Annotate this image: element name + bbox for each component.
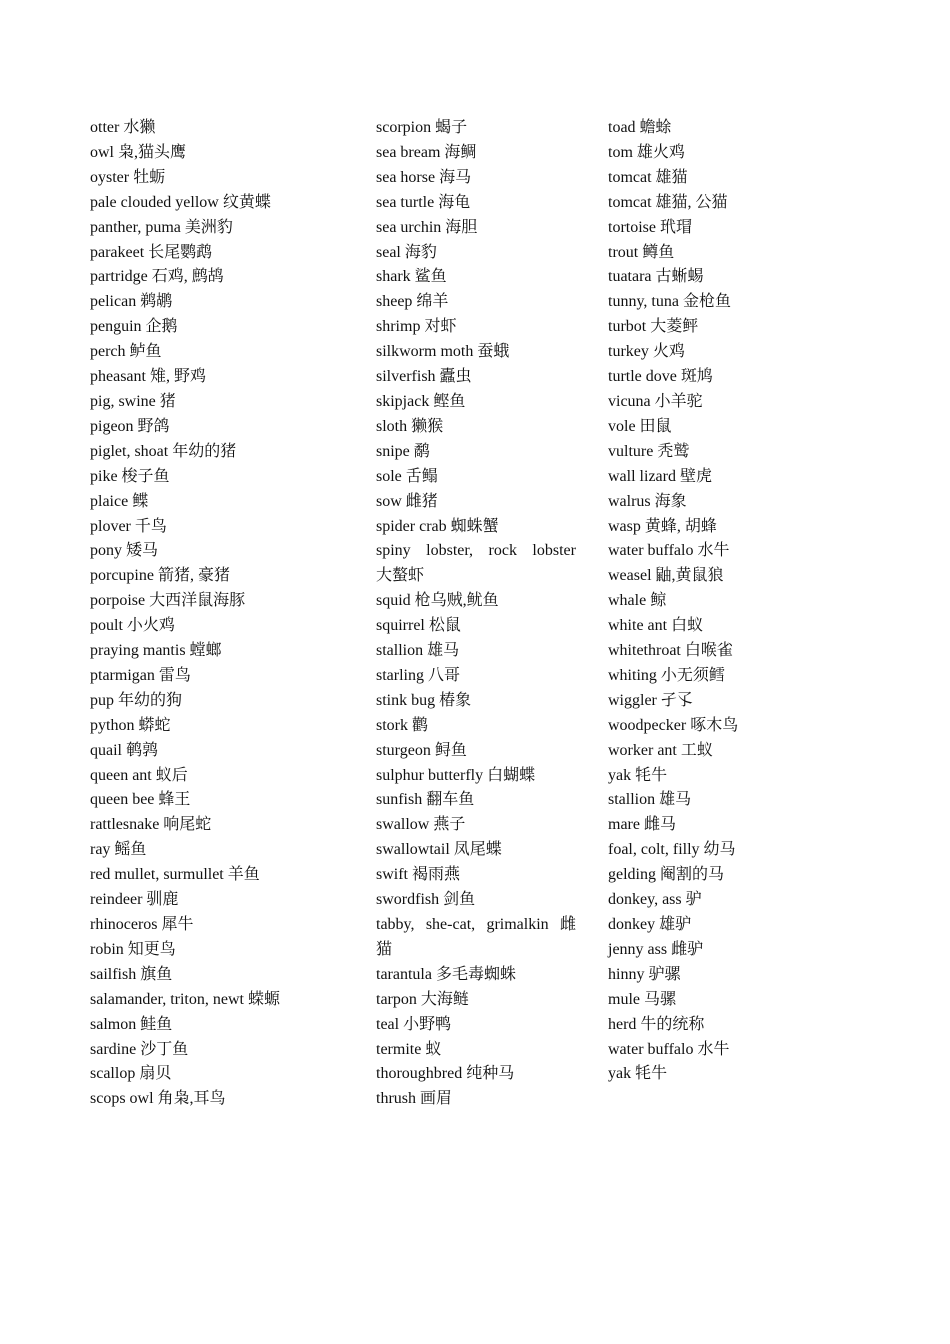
vocab-entry: pig, swine 猪	[90, 392, 176, 410]
vocab-entry: termite 蚁	[376, 1040, 442, 1058]
vocab-entry: reindeer 驯鹿	[90, 891, 179, 909]
vocab-entry: scops owl 角枭,耳鸟	[90, 1090, 226, 1108]
vocab-entry: worker ant 工蚁	[608, 741, 713, 759]
vocab-entry: quail 鹌鹑	[90, 741, 158, 759]
vocab-entry: white ant 白蚁	[608, 617, 704, 635]
vocab-entry: pelican 鹈鹕	[90, 293, 173, 311]
vocab-entry: whale 鲸	[608, 592, 667, 610]
vocab-entry: pony 矮马	[90, 542, 159, 560]
vocab-entry: queen ant 蚁后	[90, 766, 188, 784]
vocab-entry: turtle dove 斑鸠	[608, 368, 713, 386]
vocab-entry: tom 雄火鸡	[608, 143, 685, 161]
vocab-entry: stork 鹳	[376, 716, 429, 734]
vocab-entry: pike 梭子鱼	[90, 467, 170, 485]
vocab-entry: vicuna 小羊驼	[608, 392, 703, 410]
vocab-entry: donkey, ass 驴	[608, 891, 702, 909]
vocab-entry: tunny, tuna 金枪鱼	[608, 293, 731, 311]
vocab-entry: sea horse 海马	[376, 168, 472, 186]
vocab-entry: silkworm moth 蚕蛾	[376, 343, 510, 361]
vocab-entry: stallion 雄马	[608, 791, 692, 809]
vocab-entry: sheep 绵羊	[376, 293, 449, 311]
vocab-entry: sardine 沙丁鱼	[90, 1040, 189, 1058]
vocab-entry: turkey 火鸡	[608, 343, 685, 361]
vocab-entry: water buffalo 水牛	[608, 542, 730, 560]
vocab-column-2	[376, 116, 576, 1112]
vocab-entry: swift 褐雨燕	[376, 866, 461, 884]
vocab-entry: scorpion 蝎子	[376, 119, 468, 136]
vocab-entry: salmon 鲑鱼	[90, 1015, 173, 1033]
vocab-entry: thrush 画眉	[376, 1090, 453, 1108]
vocab-word: tabby,	[376, 916, 415, 933]
vocab-entry: ptarmigan 雷鸟	[90, 666, 191, 684]
vocab-entry: porpoise 大西洋鼠海豚	[90, 592, 246, 610]
vocab-entry: tuatara 古蜥蜴	[608, 268, 704, 286]
vocab-entry: starling 八哥	[376, 666, 460, 684]
vocab-entry: wasp 黄蜂, 胡蜂	[608, 517, 717, 535]
vocab-entry: sunfish 翻车鱼	[376, 791, 475, 809]
vocab-entry: donkey 雄驴	[608, 916, 692, 933]
vocab-entry: snipe 鹬	[376, 442, 430, 460]
vocab-column-1	[90, 116, 340, 1112]
vocab-entry: sea turtle 海龟	[376, 193, 471, 211]
vocab-entry: yak 牦牛	[608, 766, 668, 784]
vocab-entry: sailfish 旗鱼	[90, 965, 173, 983]
vocab-entry: oyster 牡蛎	[90, 168, 166, 186]
vocab-word: grimalkin	[486, 916, 549, 933]
vocab-entry: sea bream 海鲷	[376, 143, 477, 161]
vocab-entry: seal 海豹	[376, 243, 437, 261]
vocab-entry-line	[376, 539, 576, 564]
vocab-entry: tortoise 玳瑁	[608, 218, 692, 236]
vocab-entry: sulphur butterfly 白蝴蝶	[376, 766, 536, 784]
vocab-entry: swallow 燕子	[376, 816, 466, 834]
vocab-entry: tarantula 多毛毒蜘蛛	[376, 965, 516, 983]
vocab-entry: spider crab 蜘蛛蟹	[376, 517, 499, 535]
vocab-entry: swordfish 剑鱼	[376, 891, 476, 909]
vocab-entry: sloth 獭猴	[376, 417, 444, 435]
vocab-entry: turbot 大菱鲆	[608, 318, 699, 336]
vocab-entry: walrus 海象	[608, 492, 687, 510]
vocab-entry: trout 鳟鱼	[608, 243, 675, 261]
vocab-entry: parakeet 长尾鹦鹉	[90, 243, 213, 261]
vocab-entry: sea urchin 海胆	[376, 218, 478, 236]
vocab-entry: toad 蟾蜍	[608, 119, 672, 136]
vocab-entry: tarpon 大海鲢	[376, 990, 469, 1008]
vocab-word: she-cat,	[425, 916, 476, 933]
vocab-entry-continuation: 大螯虾	[376, 567, 425, 585]
vocab-entry: otter 水獭	[90, 119, 156, 136]
vocab-word: lobster,	[426, 542, 474, 560]
vocab-entry: squid 枪乌贼,鱿鱼	[376, 592, 499, 610]
vocab-entry: sole 舌鳎	[376, 467, 438, 485]
vocab-entry-line	[376, 913, 576, 938]
vocab-entry: porcupine 箭猪, 豪猪	[90, 567, 230, 585]
vocab-entry: piglet, shoat 年幼的猪	[90, 442, 237, 460]
vocab-entry: foal, colt, filly 幼马	[608, 841, 736, 859]
vocab-entry: gelding 阉割的马	[608, 866, 724, 884]
vocab-entry: vulture 秃鹫	[608, 442, 690, 460]
vocab-entry: owl 枭,猫头鹰	[90, 143, 187, 161]
vocab-entry: vole 田鼠	[608, 417, 672, 435]
vocab-entry: praying mantis 螳螂	[90, 642, 222, 660]
vocab-entry: stallion 雄马	[376, 642, 460, 660]
vocab-entry: weasel 鼬,黄鼠狼	[608, 567, 724, 585]
vocab-entry: poult 小火鸡	[90, 617, 175, 635]
vocab-entry: yak 牦牛	[608, 1065, 668, 1083]
vocab-entry: pigeon 野鸽	[90, 417, 170, 435]
vocab-entry: stink bug 椿象	[376, 691, 472, 709]
vocab-entry: shark 鲨鱼	[376, 268, 447, 286]
vocab-entry: sow 雌猪	[376, 492, 438, 510]
vocab-entry: robin 知更鸟	[90, 940, 176, 958]
vocab-entry: partridge 石鸡, 鹧鸪	[90, 268, 224, 286]
vocab-entry: plaice 鲽	[90, 492, 149, 510]
vocab-entry: tomcat 雄猫, 公猫	[608, 193, 728, 211]
vocab-entry: skipjack 鲣鱼	[376, 392, 466, 410]
vocab-entry: panther, puma 美洲豹	[90, 218, 233, 236]
vocab-entry: shrimp 对虾	[376, 318, 457, 336]
vocab-entry: sturgeon 鲟鱼	[376, 741, 467, 759]
vocab-entry: wiggler 孑孓	[608, 691, 693, 709]
vocab-entry: thoroughbred 纯种马	[376, 1065, 515, 1083]
vocab-entry: whiting 小无须鳕	[608, 666, 725, 684]
vocab-entry: penguin 企鹅	[90, 318, 178, 336]
vocab-word: 雌	[559, 916, 576, 933]
vocab-entry: pheasant 雉, 野鸡	[90, 368, 206, 386]
vocab-entry: plover 千鸟	[90, 517, 167, 535]
vocab-entry: pale clouded yellow 纹黄蝶	[90, 193, 271, 211]
vocab-entry: ray 鳐鱼	[90, 841, 147, 859]
vocab-entry: python 蟒蛇	[90, 716, 171, 734]
vocab-entry: silverfish 蠹虫	[376, 368, 472, 386]
vocab-entry: whitethroat 白喉雀	[608, 642, 733, 660]
vocab-entry: teal 小野鸭	[376, 1015, 452, 1033]
vocab-entry: red mullet, surmullet 羊鱼	[90, 866, 260, 884]
vocab-entry: squirrel 松鼠	[376, 617, 461, 635]
vocab-entry: herd 牛的统称	[608, 1015, 705, 1033]
vocab-entry: mule 马骡	[608, 990, 676, 1008]
vocab-entry: tomcat 雄猫	[608, 168, 688, 186]
vocab-entry: water buffalo 水牛	[608, 1040, 730, 1058]
vocab-entry: rhinoceros 犀牛	[90, 916, 194, 933]
vocab-entry: scallop 扇贝	[90, 1065, 172, 1083]
vocab-entry: jenny ass 雌驴	[608, 940, 704, 958]
vocab-entry: swallowtail 凤尾蝶	[376, 841, 502, 859]
vocab-entry: wall lizard 壁虎	[608, 467, 712, 485]
vocab-entry: rattlesnake 响尾蛇	[90, 816, 212, 834]
vocab-entry: hinny 驴骡	[608, 965, 681, 983]
vocab-word: rock	[488, 542, 517, 560]
vocab-entry: perch 鲈鱼	[90, 343, 162, 361]
vocab-entry: queen bee 蜂王	[90, 791, 191, 809]
vocab-entry-continuation: 猫	[376, 940, 393, 958]
vocab-entry: mare 雌马	[608, 816, 676, 834]
vocab-entry: woodpecker 啄木鸟	[608, 716, 739, 734]
vocab-column-3	[608, 116, 778, 1087]
vocab-entry: salamander, triton, newt 蝾螈	[90, 990, 280, 1008]
vocab-word: spiny	[376, 542, 411, 560]
vocab-entry: pup 年幼的狗	[90, 691, 183, 709]
vocab-word: lobster	[532, 542, 576, 560]
